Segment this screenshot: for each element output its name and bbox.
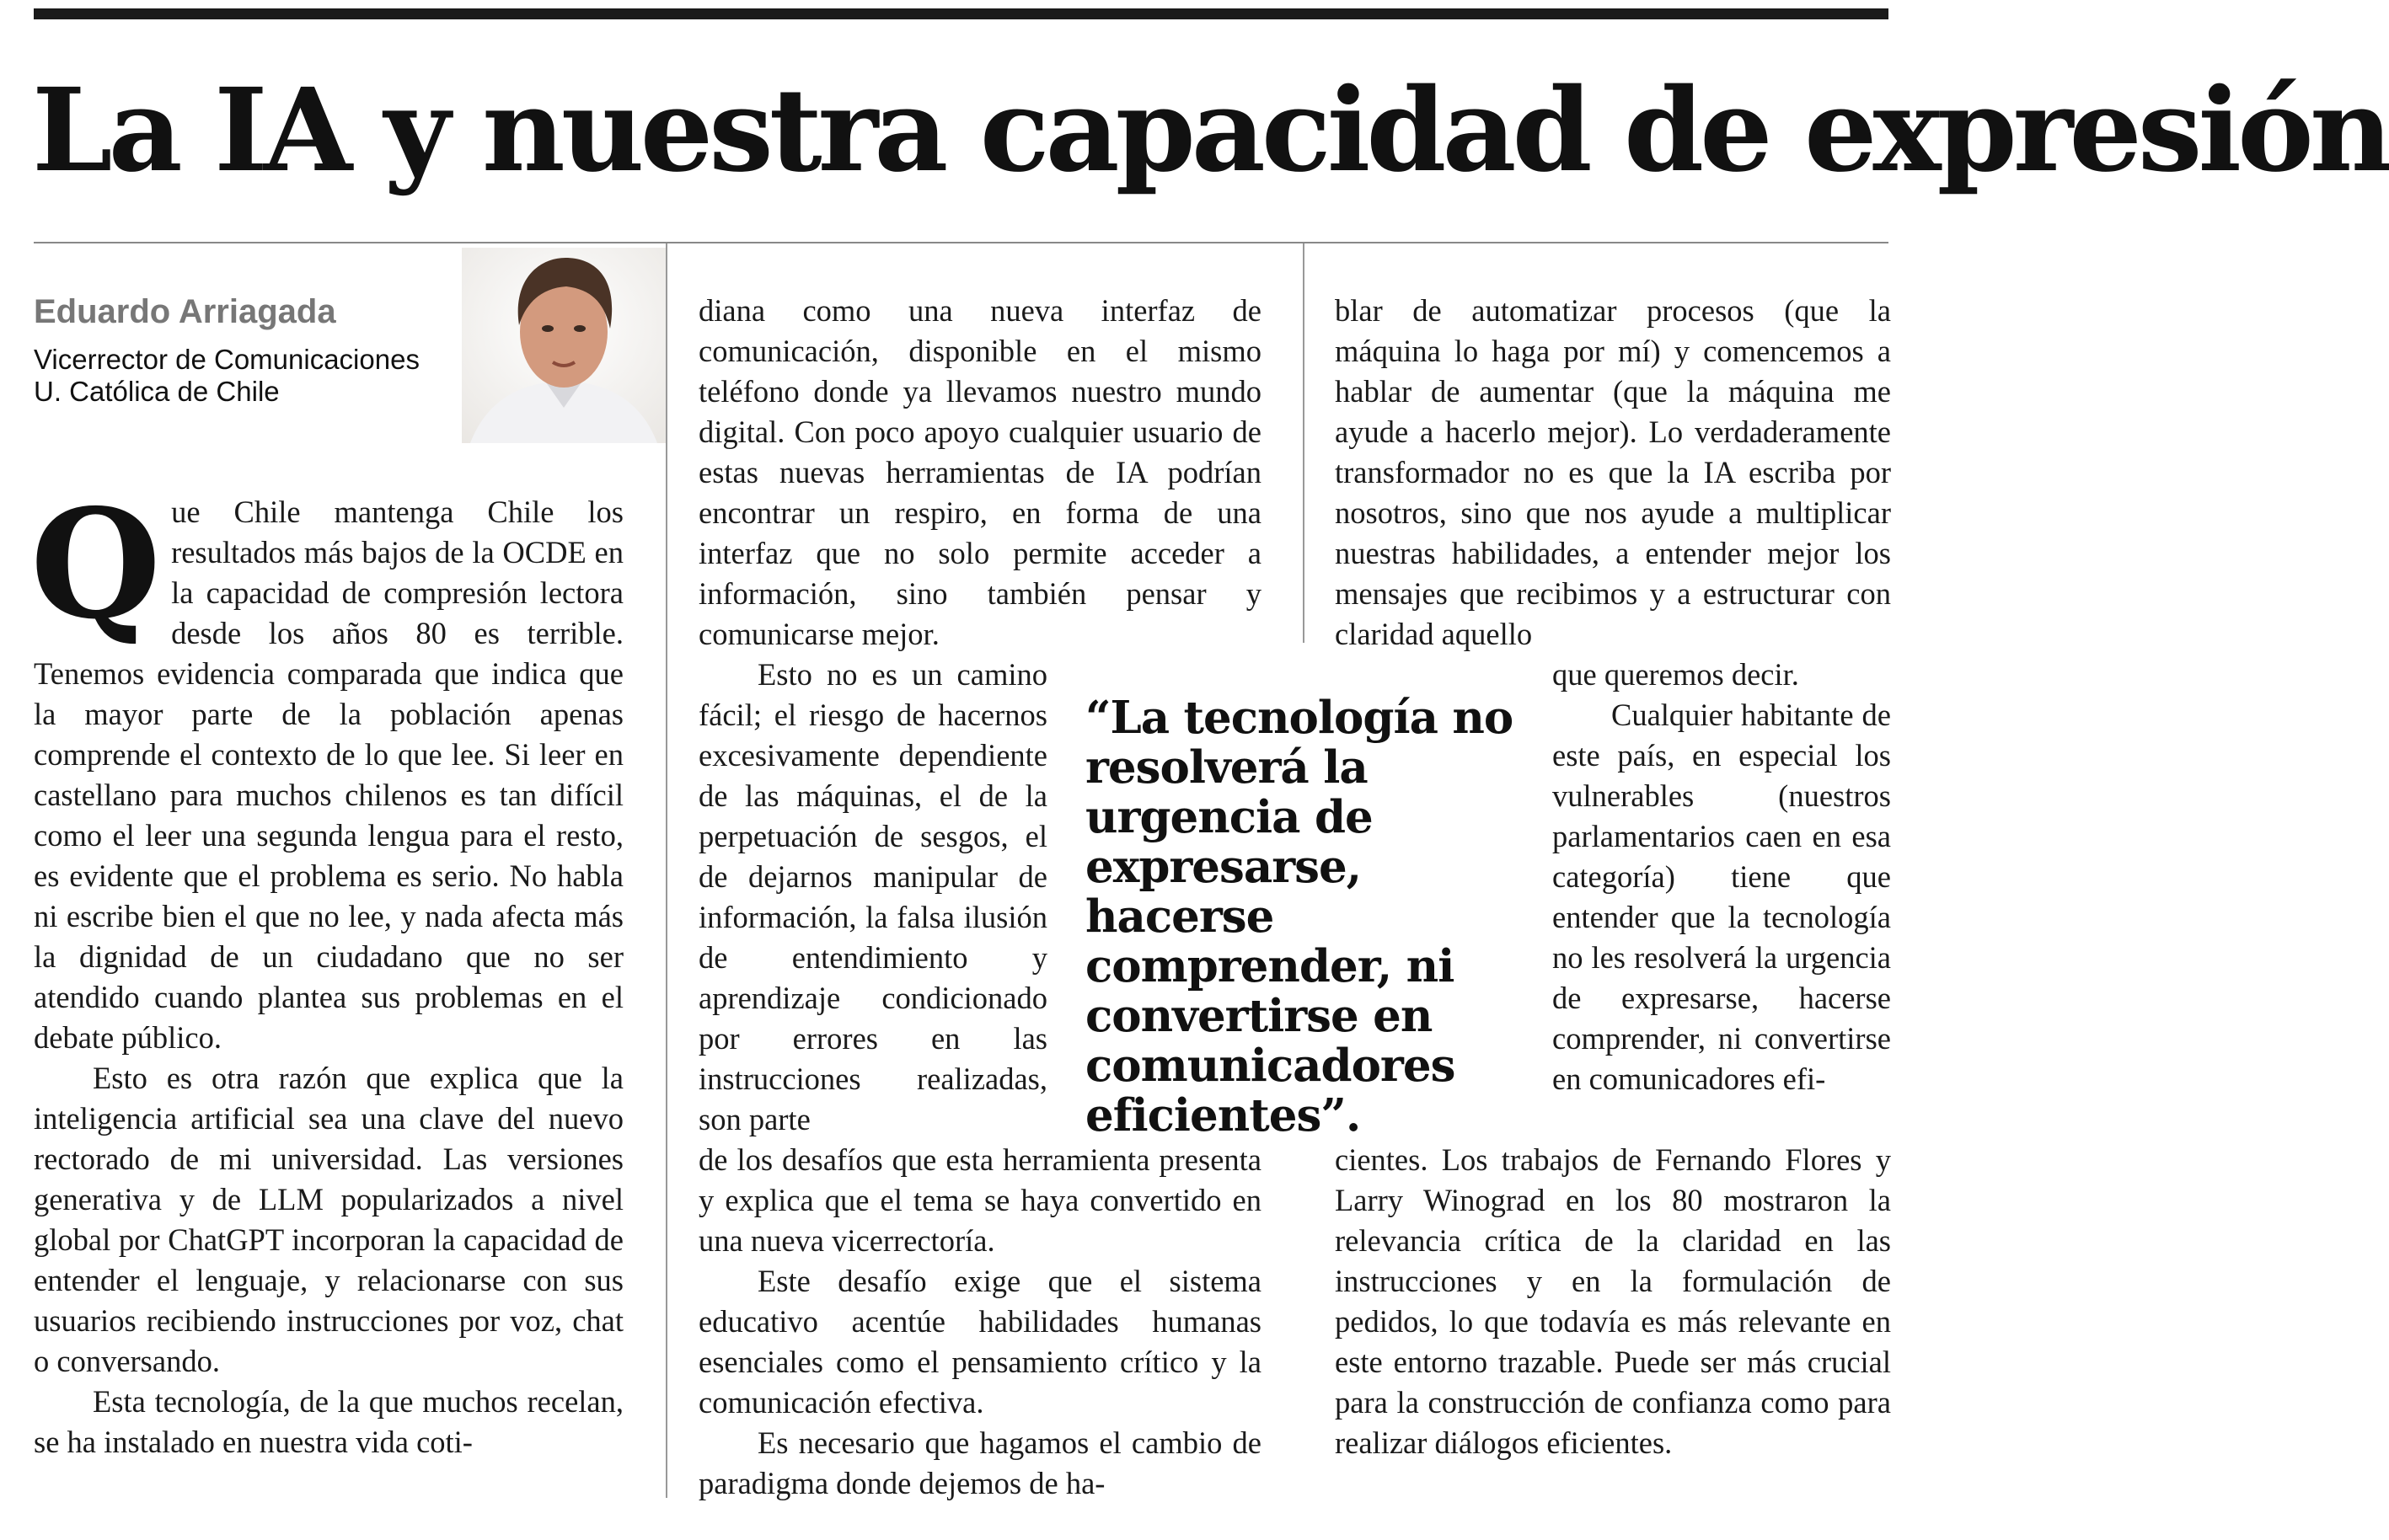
article-column-3-narrow [1552,655,1891,1099]
article-column-3-top [1335,291,1891,655]
article-column-2-narrow [699,655,1047,1140]
paragraph: ue Chile mantenga Chile los resultados más bajos de la OCDE en la capacidad de compresión lectora desde los años 80 es terrible. Tenemos evidencia comparada que indica que la mayor parte de la población apenas comprende el contexto de lo que lee. Si leer en castellano para muchos chilenos es tan difícil como el leer una segunda lengua para el resto, es evidente que el problema es serio. No habla ni escribe bien el que no lee, y nada afecta más la dignidad de un ciudadano que no ser atendido cuando plantea sus problemas en el debate público. [34,495,624,1055]
headline-rule [34,242,1888,243]
author-photo [462,248,666,443]
paragraph: Esto no es un camino fácil; el riesgo de hacernos excesivamente dependiente de las máquinas, el de la perpetuación de sesgos, el de dejarnos manipular de información, la falsa ilusión de entendimiento y aprendizaje condicionado por errores en las instrucciones realizadas, son parte [699,657,1047,1136]
column-divider-left [666,243,667,1498]
author-role: Vicerrector de Comunicaciones [34,344,420,375]
paragraph: Esto es otra razón que explica que la inteligencia artificial sea una clave del nuevo rectorado de mi universidad. Las versiones generativa y de LLM popularizados a nivel global por ChatGPT incorporan la capacidad de entender el lenguaje, y relacionarse con sus usuarios recibiendo instrucciones por voz, chat o conversando. [34,1061,624,1378]
article-column-3-bottom [1335,1140,1891,1463]
article-column-2-top [699,291,1261,655]
paragraph: Esta tecnología, de la que muchos recelan, se ha instalado en nuestra vida coti- [34,1384,624,1459]
column-divider-right [1303,243,1304,643]
article-column-1 [30,476,624,1462]
paragraph: Este desafío exige que el sistema educativo acentúe habilidades humanas esenciales como el pensamiento crítico y la comunicación efectiva. [699,1264,1261,1420]
paragraph: cientes. Los trabajos de Fernando Flores y Larry Winograd en los 80 mostraron la relevancia crítica de la claridad en las instrucciones y en la formulación de pedidos, lo que todavía es más relevante en este entorno trazable. Puede ser más crucial para la construcción de confianza como para realizar diálogos eficientes. [1335,1142,1891,1460]
paragraph: de los desafíos que esta herramienta presenta y explica que el tema se haya convertido en una nueva vicerrectoría. [699,1142,1261,1258]
paragraph: Es necesario que hagamos el cambio de paradigma donde dejemos de ha- [699,1425,1261,1500]
author-name: Eduardo Arriagada [34,293,336,330]
paragraph: blar de automatizar procesos (que la máquina lo haga por mí) y comencemos a hablar de aumentar (que la máquina me ayude a hacerlo mejor). Lo verdaderamente transformador no es que la IA escriba por nosotros, sino que nos ayude a multiplicar nuestras habilidades, a entender mejor los mensajes que recibimos y a estructurar con claridad aquello [1335,293,1891,651]
article-column-2-bottom [699,1140,1261,1504]
paragraph: Cualquier habitante de este país, en especial los vulnerables (nuestros parlamentarios caen en esa categoría) tiene que entender que la tecnología no les resolverá la urgencia de expresarse, hacerse comprender, ni convertirse en comunicadores efi- [1552,698,1891,1096]
drop-cap: Q [30,476,162,652]
top-rule [34,8,1888,19]
headline: La IA y nuestra capacidad de expresión [32,63,2389,198]
pull-quote: “La tecnología no resolverá la urgencia de expresarse, hacerse comprender, ni convertirse en comunicadores eficientes”. [1085,692,1513,1142]
paragraph: diana como una nueva interfaz de comunicación, disponible en el mismo teléfono donde ya llevamos nuestro mundo digital. Con poco apoyo cualquier usuario de estas nuevas herramientas de IA podrían encontrar un respiro, en forma de una interfaz que no solo permite acceder a información, sino también pensar y comunicarse mejor. [699,293,1261,651]
paragraph: que queremos decir. [1552,657,1799,692]
author-affiliation: U. Católica de Chile [34,376,280,407]
